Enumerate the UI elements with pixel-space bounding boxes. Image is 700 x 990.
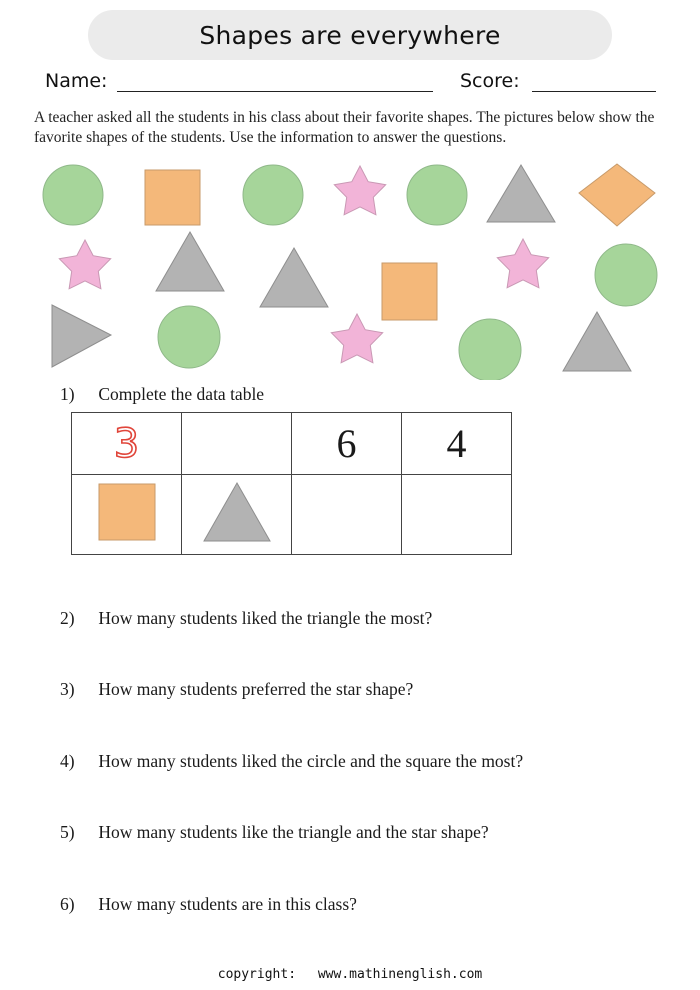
count-cell[interactable]: [402, 413, 512, 475]
question-text: How many students liked the triangle the most?: [98, 608, 433, 628]
copyright-label: copyright:: [217, 967, 297, 982]
triangle-shape: [52, 305, 111, 367]
count-cell[interactable]: [292, 413, 402, 475]
circle-shape: [158, 306, 220, 368]
triangle-shape: [156, 232, 224, 291]
question-2: [60, 608, 432, 629]
star-shape: [497, 239, 548, 288]
score-blank-line: [532, 91, 656, 92]
question-number: 4): [60, 751, 75, 771]
instructions-text: A teacher asked all the students in his class about their favorite shapes. The pictures below show the favorite shapes of the students. Use the information to answer the questions.: [34, 109, 655, 146]
shape-cell[interactable]: [182, 475, 292, 555]
name-label: Name:: [45, 70, 108, 92]
question-6: [60, 894, 357, 915]
count-value: 6: [336, 421, 357, 466]
star-shape: [331, 314, 382, 363]
triangle-shape: [202, 481, 272, 543]
question-number: 6): [60, 894, 75, 914]
circle-shape: [407, 165, 467, 225]
count-value: 4: [446, 421, 467, 466]
circle-shape: [595, 244, 657, 306]
circle-shape: [459, 319, 521, 380]
traced-count: 3: [113, 420, 140, 467]
shapes-row: [72, 475, 512, 555]
question-5: [60, 822, 489, 843]
square-shape: [97, 482, 157, 542]
count-cell[interactable]: [182, 413, 292, 475]
score-label: Score:: [460, 70, 520, 92]
triangle-shape: [563, 312, 631, 371]
count-cell[interactable]: [72, 413, 182, 475]
shape-cell[interactable]: [292, 475, 402, 555]
question-text: Complete the data table: [98, 384, 265, 404]
question-3: [60, 679, 413, 700]
question-number: 2): [60, 608, 75, 628]
copyright-site: www.mathinenglish.com: [317, 967, 483, 982]
question-text: How many students preferred the star shape?: [98, 679, 414, 699]
shape-cell[interactable]: [72, 475, 182, 555]
question-text: How many students liked the circle and the square the most?: [98, 751, 524, 771]
question-number: 3): [60, 679, 75, 699]
square-shape: [145, 170, 200, 225]
square-shape: [382, 263, 437, 320]
question-4: [60, 751, 523, 772]
shape-cell[interactable]: [402, 475, 512, 555]
question-1: [60, 384, 264, 405]
star-shape: [59, 240, 110, 289]
square-shape: [579, 164, 655, 226]
title-banner: [88, 10, 612, 60]
triangle-shape: [487, 165, 555, 222]
star-shape: [334, 166, 385, 215]
counts-row: [72, 413, 512, 475]
worksheet-title: Shapes are everywhere: [199, 20, 501, 50]
question-text: How many students like the triangle and the star shape?: [98, 822, 489, 842]
question-number: 1): [60, 384, 75, 404]
circle-shape: [43, 165, 103, 225]
name-blank-line: [117, 91, 433, 92]
shapes-picture: [0, 160, 700, 380]
data-table: [71, 412, 512, 555]
copyright-footer: [0, 967, 700, 982]
question-number: 5): [60, 822, 75, 842]
question-text: How many students are in this class?: [98, 894, 357, 914]
triangle-shape: [260, 248, 328, 307]
circle-shape: [243, 165, 303, 225]
